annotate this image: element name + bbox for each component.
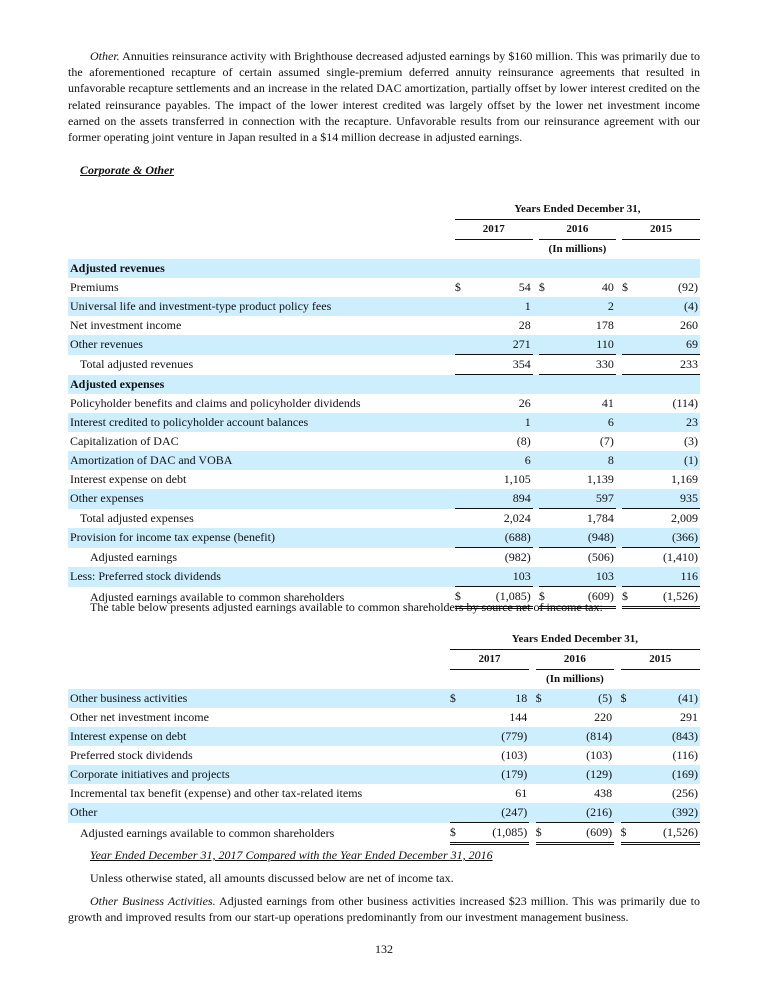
row-label: Other — [68, 803, 444, 823]
cell-value: 291 — [680, 710, 698, 724]
note-line: Unless otherwise stated, all amounts discussed below are net of income tax. — [90, 871, 454, 885]
currency-symbol — [455, 548, 468, 568]
currency-symbol — [622, 528, 635, 548]
currency-symbol — [539, 297, 552, 316]
currency-symbol — [622, 451, 635, 470]
cell-value — [552, 259, 616, 278]
cell-value: 330 — [552, 355, 616, 375]
row-label: Interest credited to policyholder account balances — [68, 413, 449, 432]
cell-value: (41) — [634, 689, 700, 708]
cell-value: 2,024 — [503, 511, 531, 525]
cell-value: 220 — [594, 710, 613, 724]
cell-value: (103) — [501, 748, 528, 762]
row-label: Other expenses — [68, 489, 449, 509]
currency-symbol — [539, 375, 552, 395]
row-label: Incremental tax benefit (expense) and other tax-related items — [70, 786, 363, 800]
row-label: Total adjusted expenses — [80, 510, 194, 525]
currency-symbol — [622, 470, 635, 489]
cell-value: 1 — [468, 297, 533, 316]
currency-symbol — [539, 413, 552, 432]
cell-value: (216) — [549, 803, 614, 823]
currency-symbol — [622, 413, 635, 432]
cell-value: (1) — [635, 451, 700, 470]
currency-symbol — [455, 567, 468, 587]
currency-symbol — [621, 708, 634, 727]
table-row — [68, 375, 700, 395]
cell-value — [468, 259, 533, 278]
intro-paragraph — [68, 48, 700, 145]
closing-text: Adjusted earnings from other business activities increased $23 million. This was primarily due to growth and improved results from our start-up operations predominantly from our investment management business. — [68, 894, 700, 925]
table-row — [68, 784, 700, 803]
unit-header: (In millions) — [546, 673, 604, 685]
table-row — [68, 528, 700, 548]
currency-symbol — [450, 727, 463, 746]
currency-symbol — [539, 394, 552, 413]
currency-symbol: $ — [454, 280, 461, 294]
row-label: Total adjusted revenues — [80, 357, 194, 371]
currency-symbol — [536, 746, 549, 765]
earnings-by-source-table — [68, 630, 700, 845]
table-row — [68, 803, 700, 823]
currency-symbol — [622, 567, 635, 587]
currency-symbol — [455, 489, 468, 509]
currency-symbol — [622, 355, 635, 375]
row-label: Adjusted earnings — [90, 549, 177, 564]
cell-value: (843) — [634, 727, 700, 746]
cell-value: 354 — [468, 355, 533, 375]
currency-symbol — [455, 316, 468, 335]
closing-paragraph — [68, 893, 700, 925]
year-header-2015: 2015 — [622, 220, 700, 240]
row-label: Interest expense on debt — [68, 727, 444, 746]
currency-symbol — [539, 528, 552, 548]
cell-value: 260 — [680, 318, 698, 332]
currency-symbol — [536, 727, 549, 746]
year-header-2017: 2017 — [450, 650, 529, 670]
currency-symbol — [539, 316, 552, 335]
unit-header: (In millions) — [548, 243, 607, 255]
currency-symbol — [450, 765, 463, 784]
table-row — [68, 451, 700, 470]
cell-value: (116) — [672, 748, 698, 762]
cell-value: 18 — [463, 689, 529, 708]
cell-value: (129) — [549, 765, 614, 784]
currency-symbol — [450, 708, 463, 727]
table-row — [68, 708, 700, 727]
currency-symbol: $ — [621, 689, 634, 708]
cell-value: 54 — [518, 280, 531, 294]
comparison-heading: Year Ended December 31, 2017 Compared with the Year Ended December 31, 2016 — [90, 848, 493, 862]
currency-symbol — [536, 803, 549, 823]
cell-value: (1,085) — [468, 587, 533, 608]
row-label: Adjusted earnings available to common shareholders — [80, 825, 335, 840]
table2-intro: The table below presents adjusted earnings available to common shareholders by source net of income tax: — [90, 600, 603, 614]
cell-value: 110 — [552, 335, 616, 355]
row-label: Premiums — [70, 280, 119, 294]
currency-symbol — [622, 489, 635, 509]
year-header-2016: 2016 — [539, 220, 616, 240]
cell-value — [552, 375, 616, 395]
table-row — [68, 689, 700, 708]
row-label: Other revenues — [68, 335, 449, 355]
currency-symbol: $ — [536, 823, 549, 844]
cell-value: 2,009 — [671, 511, 698, 525]
currency-symbol — [622, 259, 635, 278]
currency-symbol — [455, 413, 468, 432]
cell-value: 23 — [635, 413, 700, 432]
row-label: Less: Preferred stock dividends — [68, 567, 449, 587]
row-label: Other net investment income — [70, 710, 209, 724]
cell-value: 103 — [552, 567, 616, 587]
table-row — [68, 432, 700, 451]
table-row — [68, 259, 700, 278]
table-row — [68, 316, 700, 335]
currency-symbol: $ — [536, 689, 549, 708]
currency-symbol — [622, 432, 635, 451]
table-row — [68, 355, 700, 375]
cell-value: (688) — [468, 528, 533, 548]
currency-symbol — [539, 259, 552, 278]
cell-value: 597 — [552, 489, 616, 509]
currency-symbol — [455, 394, 468, 413]
cell-value: 26 — [518, 396, 531, 410]
cell-value: (247) — [463, 803, 529, 823]
currency-symbol — [539, 470, 552, 489]
cell-value: 1 — [468, 413, 533, 432]
cell-value: (392) — [634, 803, 700, 823]
currency-symbol — [539, 355, 552, 375]
cell-value: (366) — [635, 528, 700, 548]
table-row — [68, 567, 700, 587]
cell-value: (3) — [684, 434, 698, 448]
row-label: Universal life and investment-type product policy fees — [68, 297, 449, 316]
row-label: Policyholder benefits and claims and policyholder dividends — [70, 396, 361, 410]
currency-symbol — [622, 509, 635, 529]
currency-symbol — [622, 548, 635, 568]
currency-symbol: $ — [622, 587, 635, 608]
currency-symbol — [536, 765, 549, 784]
cell-value: 271 — [468, 335, 533, 355]
cell-value: 8 — [552, 451, 616, 470]
cell-value: (506) — [587, 550, 614, 564]
year-header-2015: 2015 — [621, 650, 700, 670]
currency-symbol — [621, 803, 634, 823]
cell-value: 935 — [635, 489, 700, 509]
currency-symbol: $ — [539, 587, 552, 608]
cell-value: 116 — [635, 567, 700, 587]
table-row — [68, 823, 700, 844]
currency-symbol — [450, 784, 463, 803]
currency-symbol: $ — [450, 823, 463, 844]
cell-value: (169) — [634, 765, 700, 784]
currency-symbol — [621, 727, 634, 746]
intro-lead: Other. — [90, 49, 120, 63]
currency-symbol: $ — [538, 280, 545, 294]
currency-symbol — [455, 375, 468, 395]
cell-value: (609) — [552, 587, 616, 608]
currency-symbol — [539, 509, 552, 529]
currency-symbol — [539, 451, 552, 470]
cell-value: 61 — [515, 786, 528, 800]
cell-value: (1,410) — [663, 550, 698, 564]
currency-symbol — [622, 335, 635, 355]
currency-symbol: $ — [621, 280, 628, 294]
cell-value — [635, 259, 700, 278]
cell-value: (7) — [599, 434, 614, 448]
cell-value: 103 — [468, 567, 533, 587]
row-label: Adjusted earnings available to common shareholders — [90, 589, 345, 604]
cell-value: (1,526) — [635, 587, 700, 608]
currency-symbol — [622, 375, 635, 395]
table-row — [68, 727, 700, 746]
year-header-2017: 2017 — [455, 220, 533, 240]
year-header-2016: 2016 — [536, 650, 615, 670]
currency-symbol — [539, 548, 552, 568]
cell-value: 41 — [601, 396, 614, 410]
currency-symbol — [539, 567, 552, 587]
table-row — [68, 470, 700, 489]
row-label: Other business activities — [68, 689, 444, 708]
cell-value: 6 — [468, 451, 533, 470]
row-label: Amortization of DAC and VOBA — [68, 451, 449, 470]
cell-value: (256) — [672, 786, 698, 800]
currency-symbol — [450, 746, 463, 765]
currency-symbol — [539, 335, 552, 355]
currency-symbol — [455, 335, 468, 355]
currency-symbol — [455, 259, 468, 278]
period-header: Years Ended December 31, — [450, 630, 700, 650]
cell-value: 6 — [552, 413, 616, 432]
cell-value: (814) — [549, 727, 614, 746]
cell-value: (114) — [672, 396, 698, 410]
section-heading: Corporate & Other — [80, 163, 175, 177]
cell-value: (982) — [504, 550, 531, 564]
row-label: Corporate initiatives and projects — [68, 765, 444, 784]
table-row — [68, 413, 700, 432]
cell-value: 1,169 — [671, 472, 698, 486]
currency-symbol — [622, 316, 635, 335]
corporate-other-table — [68, 200, 700, 609]
cell-value: 144 — [509, 710, 528, 724]
closing-lead: Other Business Activities. — [90, 894, 216, 908]
currency-symbol — [621, 765, 634, 784]
table-row — [68, 489, 700, 509]
period-header: Years Ended December 31, — [455, 200, 700, 220]
currency-symbol — [455, 528, 468, 548]
currency-symbol — [455, 509, 468, 529]
intro-text: Annuities reinsurance activity with Brighthouse decreased adjusted earnings by $160 million. This was primarily due to the aforementioned recapture of certain assumed single-premium deferred annuity reinsurance agreements that resulted in unfavorable recapture settlements and an increase in the related DAC amortization, partially offset by lower interest credited on the related reinsurance payables. The impact of the lower interest credited was largely offset by the lower net investment income earned on the assets transferred in connection with the recapture. Unfavorable results from our reinsurance agreement with our former operating joint venture in Japan resulted in a $14 million decrease in adjusted earnings. — [68, 49, 700, 145]
currency-symbol — [622, 297, 635, 316]
currency-symbol: $ — [450, 689, 463, 708]
cell-value: 233 — [635, 355, 700, 375]
currency-symbol — [622, 394, 635, 413]
table-row — [68, 746, 700, 765]
currency-symbol — [536, 784, 549, 803]
cell-value: (92) — [678, 280, 698, 294]
cell-value: 438 — [594, 786, 613, 800]
currency-symbol — [621, 746, 634, 765]
cell-value: (1,526) — [634, 823, 700, 844]
table-row — [68, 278, 700, 297]
cell-value: (4) — [635, 297, 700, 316]
table-row — [68, 297, 700, 316]
page-number: 132 — [375, 942, 393, 956]
currency-symbol — [455, 470, 468, 489]
cell-value: (1,085) — [463, 823, 529, 844]
cell-value: (609) — [549, 823, 614, 844]
cell-value: (103) — [586, 748, 613, 762]
currency-symbol — [539, 432, 552, 451]
cell-value: 1,784 — [586, 511, 614, 525]
row-label: Interest expense on debt — [70, 472, 187, 486]
row-label: Provision for income tax expense (benefit) — [68, 528, 449, 548]
cell-value: (5) — [549, 689, 614, 708]
cell-value: 28 — [518, 318, 531, 332]
currency-symbol — [621, 784, 634, 803]
table-row — [68, 335, 700, 355]
cell-value: 69 — [635, 335, 700, 355]
row-label: Net investment income — [70, 318, 182, 332]
table-row — [68, 509, 700, 529]
currency-symbol — [455, 355, 468, 375]
row-label: Preferred stock dividends — [70, 748, 193, 762]
cell-value: (779) — [463, 727, 529, 746]
cell-value — [635, 375, 700, 395]
cell-value: (179) — [463, 765, 529, 784]
currency-symbol — [455, 297, 468, 316]
table-row — [68, 548, 700, 568]
currency-symbol — [455, 432, 468, 451]
cell-value: 1,105 — [503, 472, 531, 486]
currency-symbol: $ — [621, 823, 634, 844]
cell-value: 1,139 — [586, 472, 614, 486]
currency-symbol — [450, 803, 463, 823]
row-label: Adjusted revenues — [68, 259, 449, 278]
cell-value: 2 — [552, 297, 616, 316]
cell-value — [468, 375, 533, 395]
currency-symbol — [539, 489, 552, 509]
row-label: Capitalization of DAC — [70, 434, 179, 448]
currency-symbol: $ — [455, 587, 468, 608]
currency-symbol — [455, 451, 468, 470]
cell-value: 894 — [468, 489, 533, 509]
row-label: Adjusted expenses — [68, 375, 449, 395]
cell-value: 40 — [601, 280, 614, 294]
table-row — [68, 765, 700, 784]
cell-value: 178 — [595, 318, 614, 332]
currency-symbol — [536, 708, 549, 727]
cell-value: (948) — [552, 528, 616, 548]
cell-value: (8) — [516, 434, 531, 448]
table-row — [68, 394, 700, 413]
